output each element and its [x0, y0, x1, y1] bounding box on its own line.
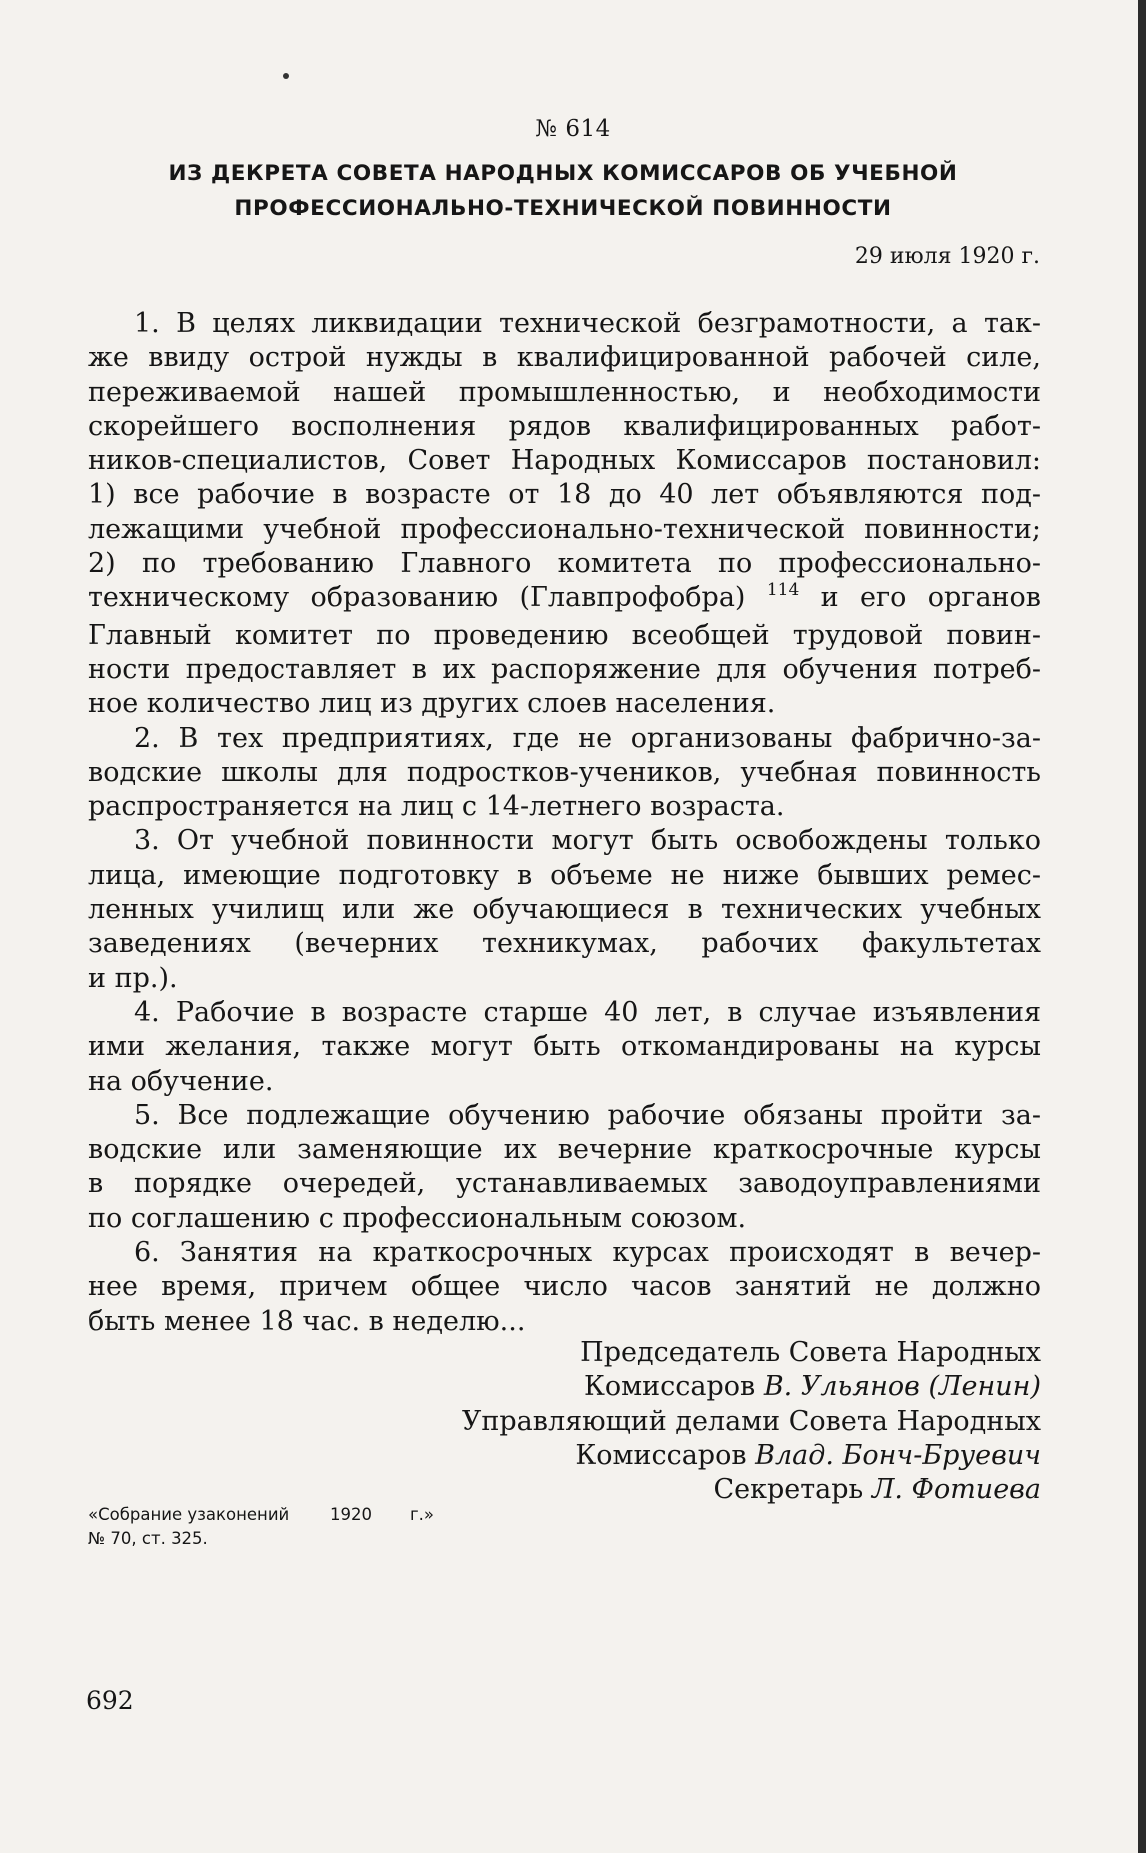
footnote-ref: 114 [766, 581, 800, 601]
body-line: 5. Все подлежащие обучению рабочие обязаны пройти за- [134, 1099, 1041, 1131]
signature-role: Председатель Совета Народных [580, 1337, 1041, 1368]
page-edge-shadow [1138, 0, 1146, 1853]
ink-speck [283, 73, 289, 79]
source-year: 1920 [330, 1505, 372, 1524]
signature-line [462, 1439, 1041, 1473]
signatory-name: Влад. Бонч-Бруевич [755, 1439, 1041, 1471]
signature-role: Комиссаров [575, 1439, 756, 1471]
body-line: быть менее 18 час. в неделю... [88, 1305, 526, 1337]
body-line: 3. От учебной повинности могут быть освобождены только [134, 825, 1041, 857]
body-line-with-footnote [88, 581, 1041, 618]
body-line: ими желания, также могут быть откомандированы на курсы [88, 1031, 1041, 1063]
body-line: переживаемой нашей промышленностью, и необходимости [88, 376, 1041, 408]
body-line-part: техническому образованию (Главпрофобра) [88, 582, 746, 614]
body-line: и пр.). [88, 962, 178, 994]
document-number: № 614 [535, 116, 611, 142]
signature-line [462, 1370, 1041, 1404]
title-line-1: ИЗ ДЕКРЕТА СОВЕТА НАРОДНЫХ КОМИССАРОВ ОБ УЧЕБНОЙ [168, 161, 958, 186]
source-title: «Собрание узаконений [88, 1505, 290, 1524]
body-line: ности предоставляет в их распоряжение для обучения потреб- [88, 653, 1041, 685]
signature-role: Секретарь [713, 1474, 872, 1506]
source-citation [88, 1503, 434, 1551]
body-line: нее время, причем общее число часов занятий не должно [88, 1271, 1041, 1303]
signature-role: Управляющий делами Совета Народных [461, 1405, 1041, 1437]
body-line: 4. Рабочие в возрасте старше 40 лет, в случае изъявления [134, 996, 1041, 1028]
page-number: 692 [86, 1686, 134, 1715]
body-line: лежащими учебной профессионально-технической повинности; [88, 513, 1041, 545]
source-year-suffix: г.» [410, 1505, 435, 1524]
source-line-1 [88, 1503, 434, 1527]
document-title [84, 156, 1042, 226]
signature-line [462, 1336, 1041, 1370]
source-line-2: № 70, ст. 325. [88, 1529, 208, 1548]
signature-block [462, 1336, 1041, 1507]
body-line: распространяется на лиц с 14-летнего возраста. [88, 791, 785, 823]
body-line-part: и его органов [820, 582, 1041, 614]
body-line: водские или заменяющие их вечерние краткосрочные курсы [88, 1134, 1041, 1166]
body-line: ленных училищ или же обучающиеся в технических учебных [88, 894, 1041, 926]
signatory-name: Л. Фотиева [871, 1474, 1041, 1506]
body-line: на обучение. [88, 1065, 274, 1097]
signature-line [462, 1405, 1041, 1439]
body-line: ное количество лиц из других слоев населения. [88, 688, 776, 720]
body-line: заведениях (вечерних техникумах, рабочих факультетах [88, 928, 1041, 960]
body-line: 1. В целях ликвидации технической безграмотности, а так- [134, 308, 1041, 339]
body-line: 2. В тех предприятиях, где не организованы фабрично-за- [134, 722, 1041, 754]
body-line: же ввиду острой нужды в квалифицированной рабочей силе, [88, 342, 1041, 374]
body-line: 2) по требованию Главного комитета по профессионально- [88, 548, 1041, 580]
document-date: 29 июля 1920 г. [854, 244, 1040, 269]
body-line: водские школы для подростков-учеников, учебная повинность [88, 756, 1041, 788]
body-line: 6. Занятия на краткосрочных курсах происходят в вечер- [134, 1237, 1041, 1269]
body-line: лица, имеющие подготовку в объеме не ниже бывших ремес- [88, 859, 1041, 891]
body-line: по соглашению с профессиональным союзом. [88, 1202, 747, 1234]
title-line-2: ПРОФЕССИОНАЛЬНО-ТЕХНИЧЕСКОЙ ПОВИННОСТИ [234, 196, 892, 221]
decree-body [88, 307, 1041, 1339]
signature-line [462, 1473, 1041, 1507]
signature-role: Комиссаров [584, 1371, 764, 1403]
body-line: скорейшего восполнения рядов квалифицированных работ- [88, 410, 1041, 442]
body-line: 1) все рабочие в возрасте от 18 до 40 лет объявляются под- [88, 479, 1041, 511]
body-line: ников-специалистов, Совет Народных Комиссаров постановил: [88, 445, 1041, 477]
signatory-name: В. Ульянов (Ленин) [763, 1371, 1041, 1403]
body-line: в порядке очередей, устанавливаемых заводоуправлениями [88, 1168, 1041, 1200]
body-line: Главный комитет по проведению всеобщей трудовой повин- [88, 619, 1041, 651]
